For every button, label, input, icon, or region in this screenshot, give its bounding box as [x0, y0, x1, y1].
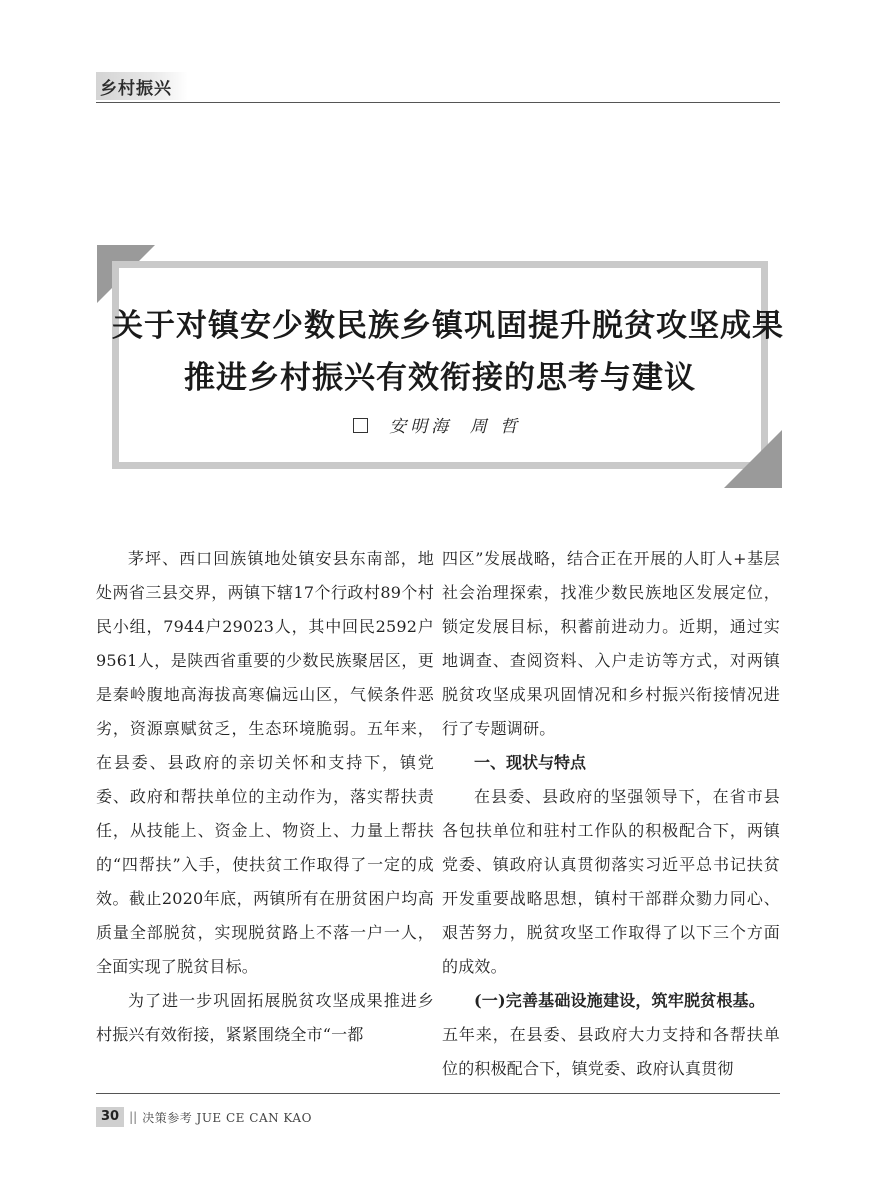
- header-divider: [96, 102, 780, 103]
- footer-separator: ||: [129, 1110, 138, 1124]
- author-name-2: 周 哲: [469, 417, 522, 437]
- article-title-line-2: 推进乡村振兴有效衔接的思考与建议: [184, 360, 696, 396]
- page-footer: [96, 1107, 312, 1127]
- paragraph: 在县委、县政府的坚强领导下，在省市县各包扶单位和驻村工作队的积极配合下，两镇党委、镇政府认真贯彻落实习近平总书记扶贫开发重要战略思想，镇村干部群众勠力同心、艰苦努力，脱贫攻坚工作取得了以下三个方面的成效。: [442, 787, 780, 976]
- paragraph: 为了进一步巩固拓展脱贫攻坚成果推进乡村振兴有效衔接，紧紧围绕全市“一都: [96, 991, 434, 1044]
- journal-name: 决策参考 JUE CE CAN KAO: [142, 1110, 312, 1125]
- author-box-icon: [353, 418, 368, 433]
- section-label-text: 乡村振兴: [100, 78, 172, 99]
- title-corner-bottom-right: [724, 430, 782, 488]
- section-heading: 一、现状与特点: [474, 753, 587, 772]
- paragraph: 四区”发展战略，结合正在开展的人盯人+基层社会治理探索，找准少数民族地区发展定位，锁定发展目标，积蓄前进动力。近期，通过实地调查、查阅资料、入户走访等方式，对两镇脱贫攻坚成果巩固情况和乡村振兴衔接情况进行了专题调研。: [442, 549, 780, 738]
- article-title-line-1: 关于对镇安少数民族乡镇巩固提升脱贫攻坚成果: [112, 308, 784, 344]
- subsection-heading: (一)完善基础设施建设，筑牢脱贫根基。: [474, 991, 765, 1010]
- section-label: [96, 72, 188, 100]
- author-name-1: 安明海: [389, 417, 453, 437]
- page-number: 30: [96, 1107, 124, 1127]
- footer-divider: [96, 1093, 780, 1094]
- body-column-left: [96, 542, 434, 1052]
- paragraph: 五年来，在县委、县政府大力支持和各帮扶单位的积极配合下，镇党委、政府认真贯彻: [442, 1025, 780, 1078]
- paragraph: 茅坪、西口回族镇地处镇安县东南部，地处两省三县交界，两镇下辖17个行政村89个村民小组，7944户29023人，其中回民2592户9561人，是陕西省重要的少数民族聚居区，更是秦岭腹地高海拔高寒偏远山区，气候条件恶劣，资源禀赋贫乏，生态环境脆弱。五年来，在县委、县政府的亲切关怀和支持下，镇党委、政府和帮扶单位的主动作为，落实帮扶责任，从技能上、资金上、物资上、力量上帮扶的“四帮扶”入手，使扶贫工作取得了一定的成效。截止2020年底，两镇所有在册贫困户均高质量全部脱贫，实现脱贫路上不落一户一人，全面实现了脱贫目标。: [96, 549, 434, 976]
- author-line: [112, 412, 768, 437]
- body-column-right: [442, 542, 780, 1086]
